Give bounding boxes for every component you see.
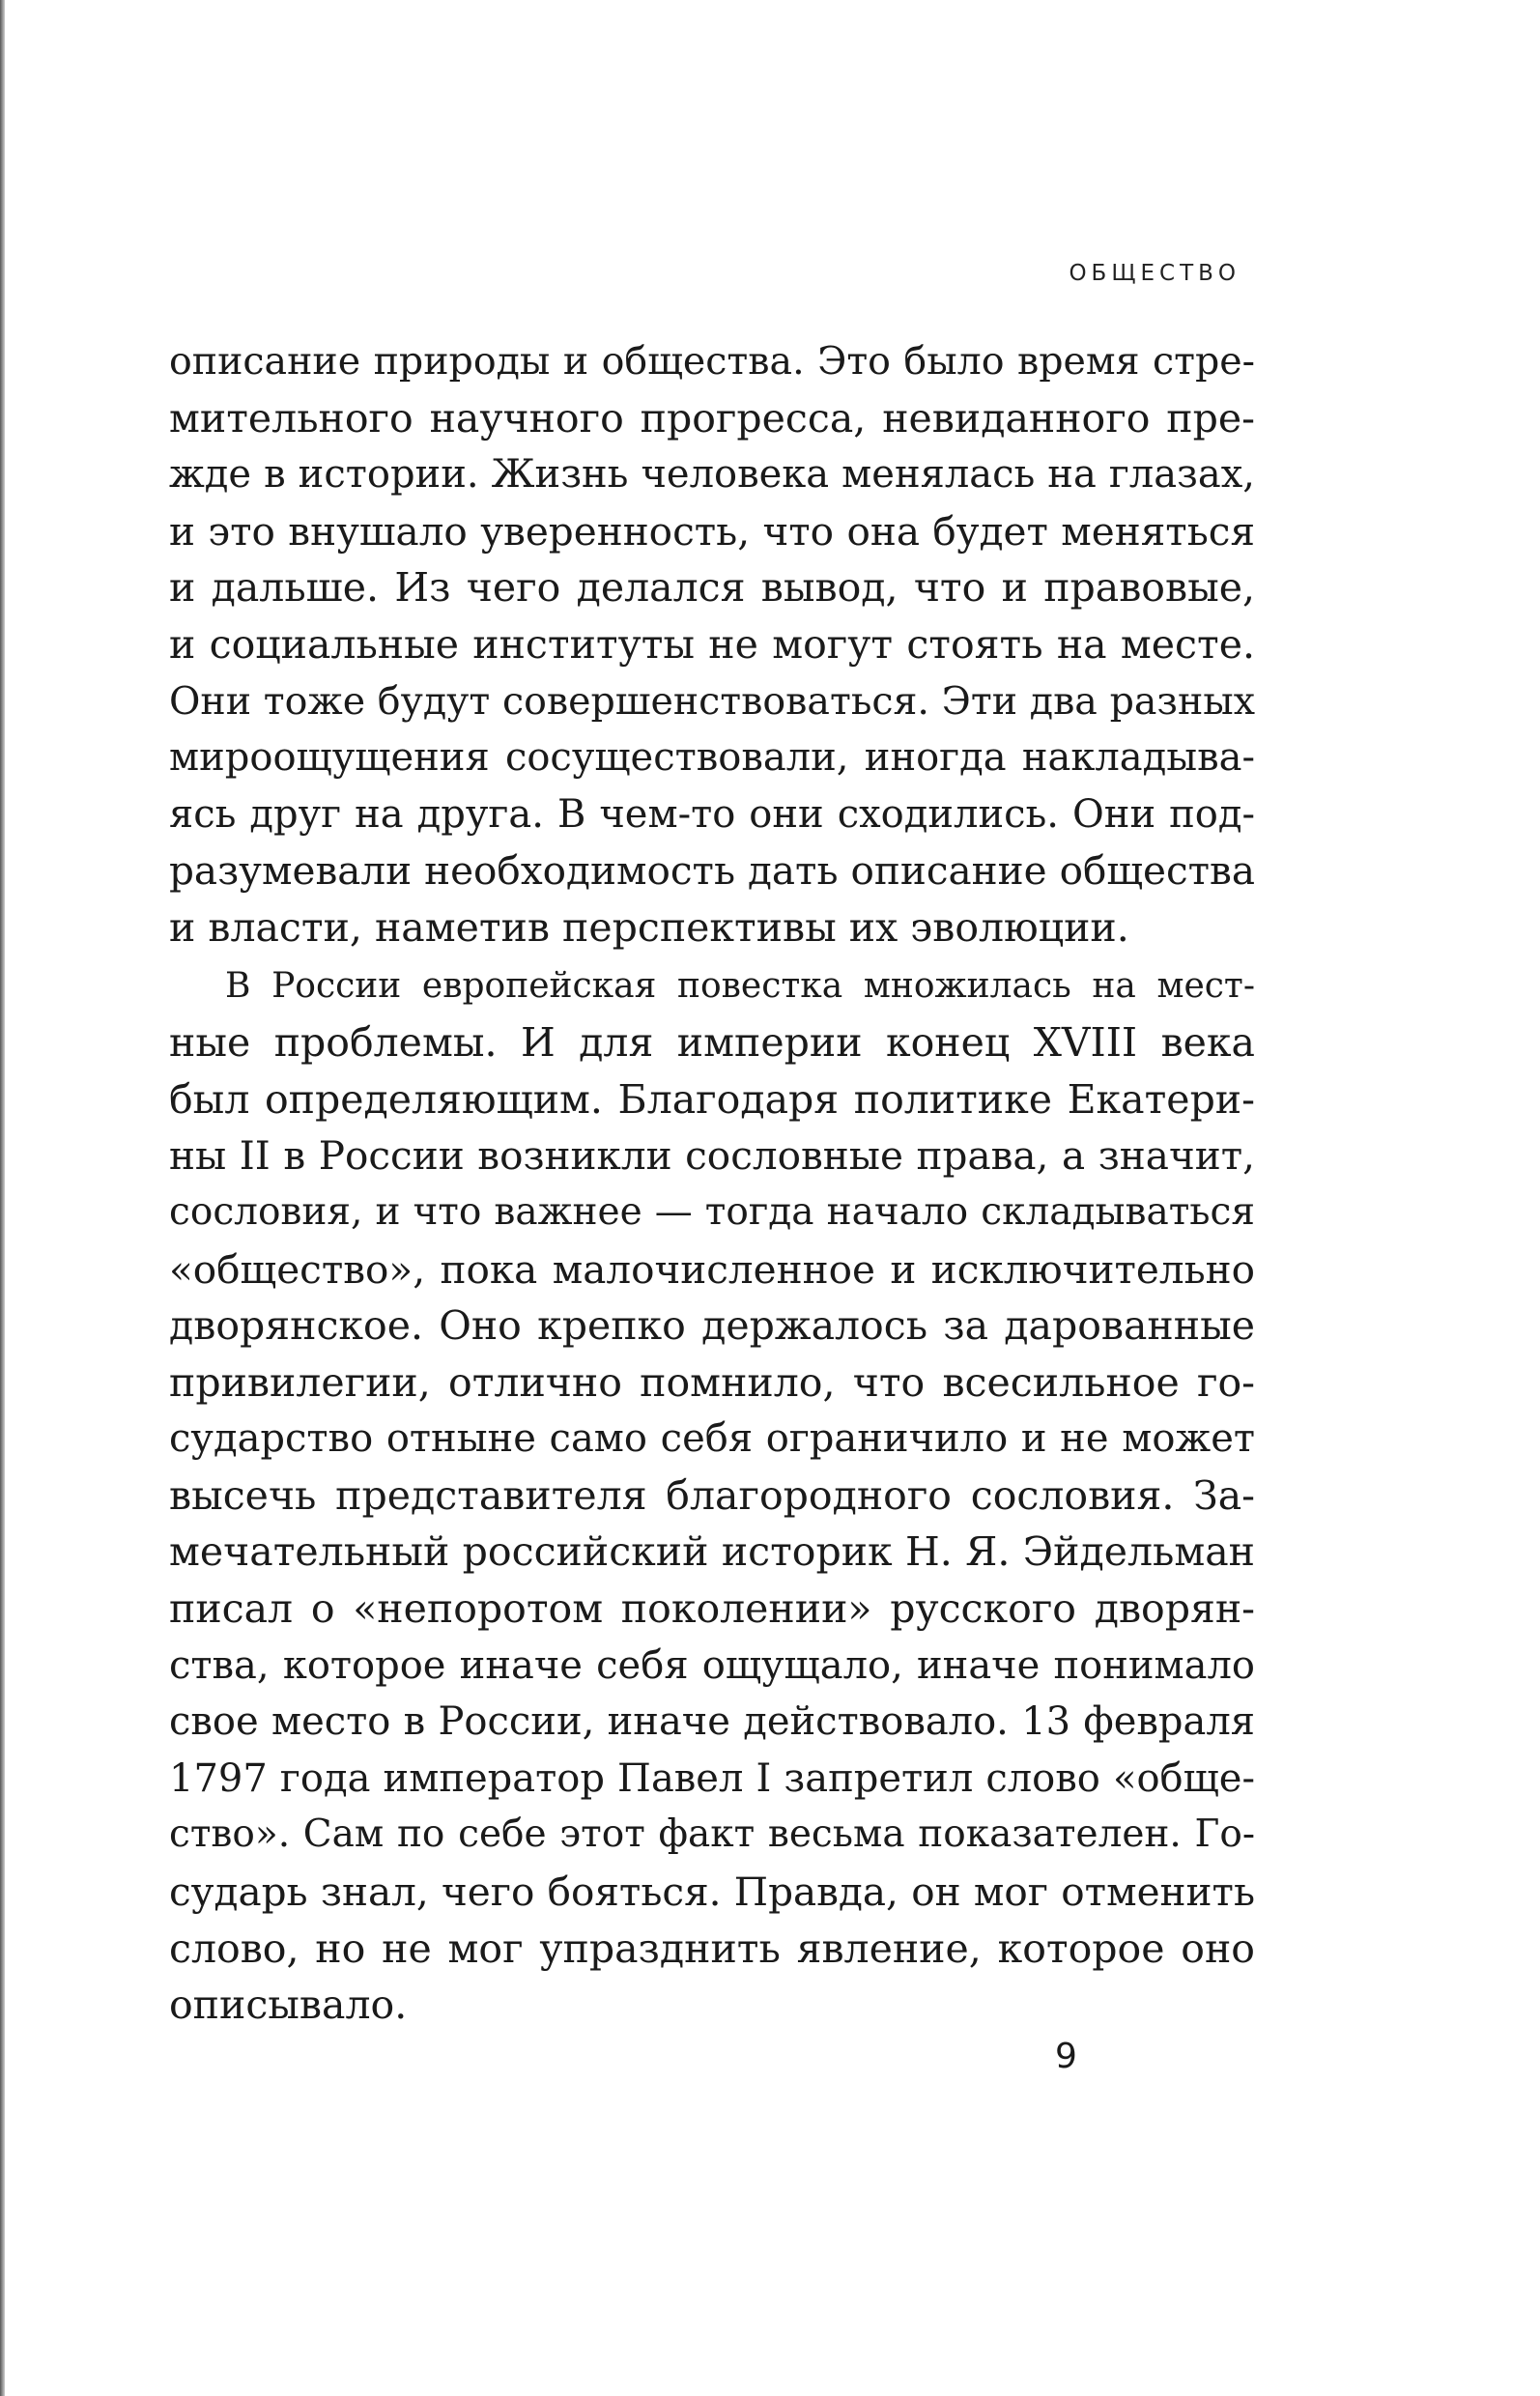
text-line: высечь представителя благородного сословия. За- bbox=[169, 1471, 1255, 1519]
text-line: мечательный российский историк Н. Я. Эйдельман bbox=[169, 1528, 1255, 1576]
text-line: В России европейская повестка множилась на мест- bbox=[225, 965, 1255, 1006]
text-line: жде в истории. Жизнь человека менялась на глазах, bbox=[169, 452, 1255, 498]
text-line: свое место в России, иначе действовало. 13 февраля bbox=[169, 1699, 1255, 1745]
text-line: ны II в России возникли сословные права, а значит, bbox=[169, 1132, 1255, 1180]
text-line: ство». Сам по себе этот факт весьма показателен. Го- bbox=[169, 1812, 1255, 1857]
running-head: ОБЩЕСТВО bbox=[1069, 261, 1241, 286]
page-number: 9 bbox=[1055, 2037, 1077, 2076]
text-line: дворянское. Оно крепко держалось за дарованные bbox=[169, 1302, 1255, 1350]
text-line: и социальные институты не могут стоять на месте. bbox=[169, 620, 1255, 668]
text-line: мительного научного прогресса, невиданного пре- bbox=[169, 394, 1255, 442]
page-edge-shadow bbox=[0, 0, 5, 2396]
text-line: ясь друг на друга. В чем-то они сходились. Они под- bbox=[169, 791, 1255, 837]
text-line: сударь знал, чего бояться. Правда, он мог отменить bbox=[169, 1868, 1255, 1916]
text-line: «общество», пока малочисленное и исключительно bbox=[169, 1245, 1255, 1293]
text-line: и дальше. Из чего делался вывод, что и правовые, bbox=[169, 564, 1255, 612]
paragraph-2 bbox=[169, 958, 1255, 2034]
text-line: сословия, и что важнее — тогда начало складываться bbox=[169, 1189, 1255, 1234]
text-line: разумевали необходимость дать описание общества bbox=[169, 847, 1255, 895]
text-line: 1797 года император Павел I запретил слово «обще- bbox=[169, 1755, 1255, 1801]
text-line: ства, которое иначе себя ощущало, иначе понимало bbox=[169, 1642, 1255, 1688]
text-line: мироощущения сосуществовали, иногда накладыва- bbox=[169, 735, 1255, 781]
paragraph-1 bbox=[169, 333, 1255, 956]
text-line: привилегии, отлично помнило, что всесильное го- bbox=[169, 1358, 1255, 1406]
text-line: описание природы и общества. Это было время стре- bbox=[169, 339, 1255, 384]
text-line: и это внушало уверенность, что она будет меняться bbox=[169, 507, 1255, 555]
text-line: и власти, наметив перспективы их эволюции. bbox=[169, 903, 1129, 951]
text-line: Они тоже будут совершенствоваться. Эти два разных bbox=[169, 678, 1255, 724]
text-line: слово, но не мог упразднить явление, которое оно bbox=[169, 1925, 1255, 1972]
text-line: писал о «непоротом поколении» русского дворян- bbox=[169, 1585, 1255, 1633]
text-line: ные проблемы. И для империи конец XVIII века bbox=[169, 1019, 1255, 1067]
body-text bbox=[169, 333, 1255, 2034]
text-line: описывало. bbox=[169, 1982, 408, 2029]
text-line: был определяющим. Благодаря политике Екатери- bbox=[169, 1075, 1255, 1123]
text-line: сударство отныне само себя ограничило и не может bbox=[169, 1416, 1255, 1462]
